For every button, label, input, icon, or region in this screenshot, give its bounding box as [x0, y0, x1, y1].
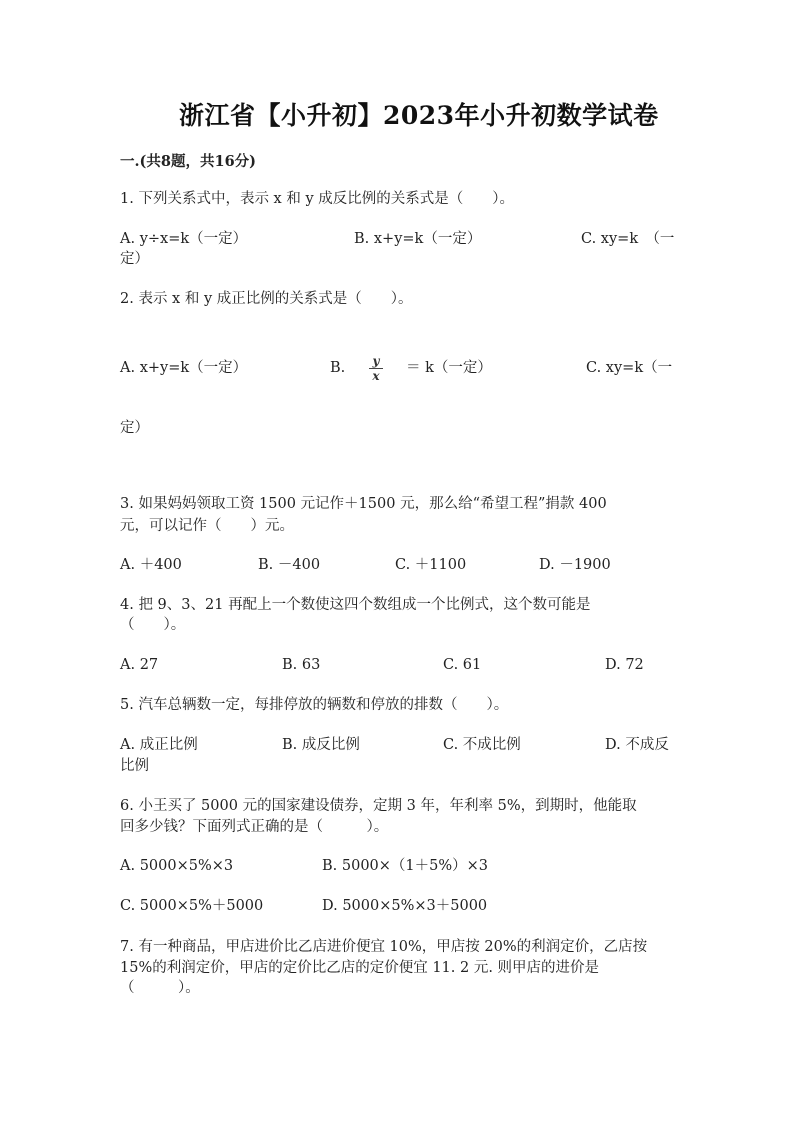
fraction-denominator: x — [372, 369, 380, 383]
fraction-y-over-x — [369, 355, 383, 382]
question-5-option-a[interactable]: A. 成正比例 — [120, 737, 198, 753]
question-2-option-a[interactable]: A. x+y=k（一定） — [120, 360, 248, 376]
question-5-option-d[interactable]: D. 不成反 — [605, 737, 669, 753]
question-4-option-b[interactable]: B. 63 — [282, 657, 321, 673]
question-1-option-a[interactable]: A. y÷x=k（一定） — [120, 231, 248, 247]
question-2-option-c[interactable]: C. xy=k（一 — [586, 360, 673, 376]
question-6-option-c[interactable]: C. 5000×5%＋5000 — [120, 898, 264, 914]
question-3-option-b[interactable]: B. －400 — [258, 557, 321, 573]
question-2-stem: 2. 表示 x 和 y 成正比例的关系式是（ ）。 — [120, 291, 413, 307]
question-4-option-c[interactable]: C. 61 — [443, 657, 482, 673]
question-3-option-c[interactable]: C. ＋1100 — [395, 557, 467, 573]
question-3-option-d[interactable]: D. －1900 — [539, 557, 611, 573]
question-1-option-c[interactable]: C. xy=k （一 — [581, 231, 675, 247]
question-6-option-d[interactable]: D. 5000×5%×3＋5000 — [322, 898, 488, 914]
question-6-stem-line2: 回多少钱？下面列式正确的是（ ）。 — [120, 819, 389, 835]
question-1-option-b[interactable]: B. x+y=k（一定） — [354, 231, 482, 247]
question-2-option-b-text: ＝ k（一定） — [406, 360, 492, 376]
question-5-option-c[interactable]: C. 不成比例 — [443, 737, 521, 753]
question-3-option-a[interactable]: A. ＋400 — [120, 557, 182, 573]
question-5-option-b[interactable]: B. 成反比例 — [282, 737, 360, 753]
question-7-stem-line1: 7. 有一种商品，甲店进价比乙店进价便宜 10%，甲店按 20%的利润定价，乙店按 — [120, 939, 648, 955]
question-5-stem: 5. 汽车总辆数一定，每排停放的辆数和停放的排数（ ）。 — [120, 697, 509, 713]
question-4-option-d[interactable]: D. 72 — [605, 657, 644, 673]
question-2-option-b-label[interactable]: B. — [330, 360, 346, 376]
question-4-stem-line2: （ ）。 — [120, 617, 186, 633]
question-6-stem-line1: 6. 小王买了 5000 元的国家建设债券，定期 3 年，年利率 5%，到期时，他能取 — [120, 798, 637, 814]
question-5-option-d-wrap: 比例 — [120, 758, 149, 774]
question-7-stem-line3: （ ）。 — [120, 980, 200, 996]
question-2-option-c-wrap: 定） — [120, 420, 149, 436]
question-4-option-a[interactable]: A. 27 — [120, 657, 159, 673]
fraction-numerator: y — [372, 354, 380, 368]
section-heading: 一.(共8题，共16分) — [120, 153, 257, 170]
question-3-stem-line2: 元，可以记作（ ）元。 — [120, 518, 294, 534]
question-1-option-c-wrap: 定） — [120, 251, 149, 267]
question-4-stem-line1: 4. 把 9、3、21 再配上一个数使这四个数组成一个比例式，这个数可能是 — [120, 597, 591, 613]
question-6-option-a[interactable]: A. 5000×5%×3 — [120, 858, 234, 874]
question-3-stem-line1: 3. 如果妈妈领取工资 1500 元记作＋1500 元，那么给“希望工程”捐款 400 — [120, 496, 607, 512]
question-6-option-b[interactable]: B. 5000×（1＋5%）×3 — [322, 858, 489, 874]
page-title: 浙江省【小升初】2023年小升初数学试卷 — [179, 101, 659, 130]
question-7-stem-line2: 15%的利润定价，甲店的定价比乙店的定价便宜 11. 2 元. 则甲店的进价是 — [120, 960, 600, 976]
question-1-stem: 1. 下列关系式中，表示 x 和 y 成反比例的关系式是（ ）。 — [120, 191, 514, 207]
